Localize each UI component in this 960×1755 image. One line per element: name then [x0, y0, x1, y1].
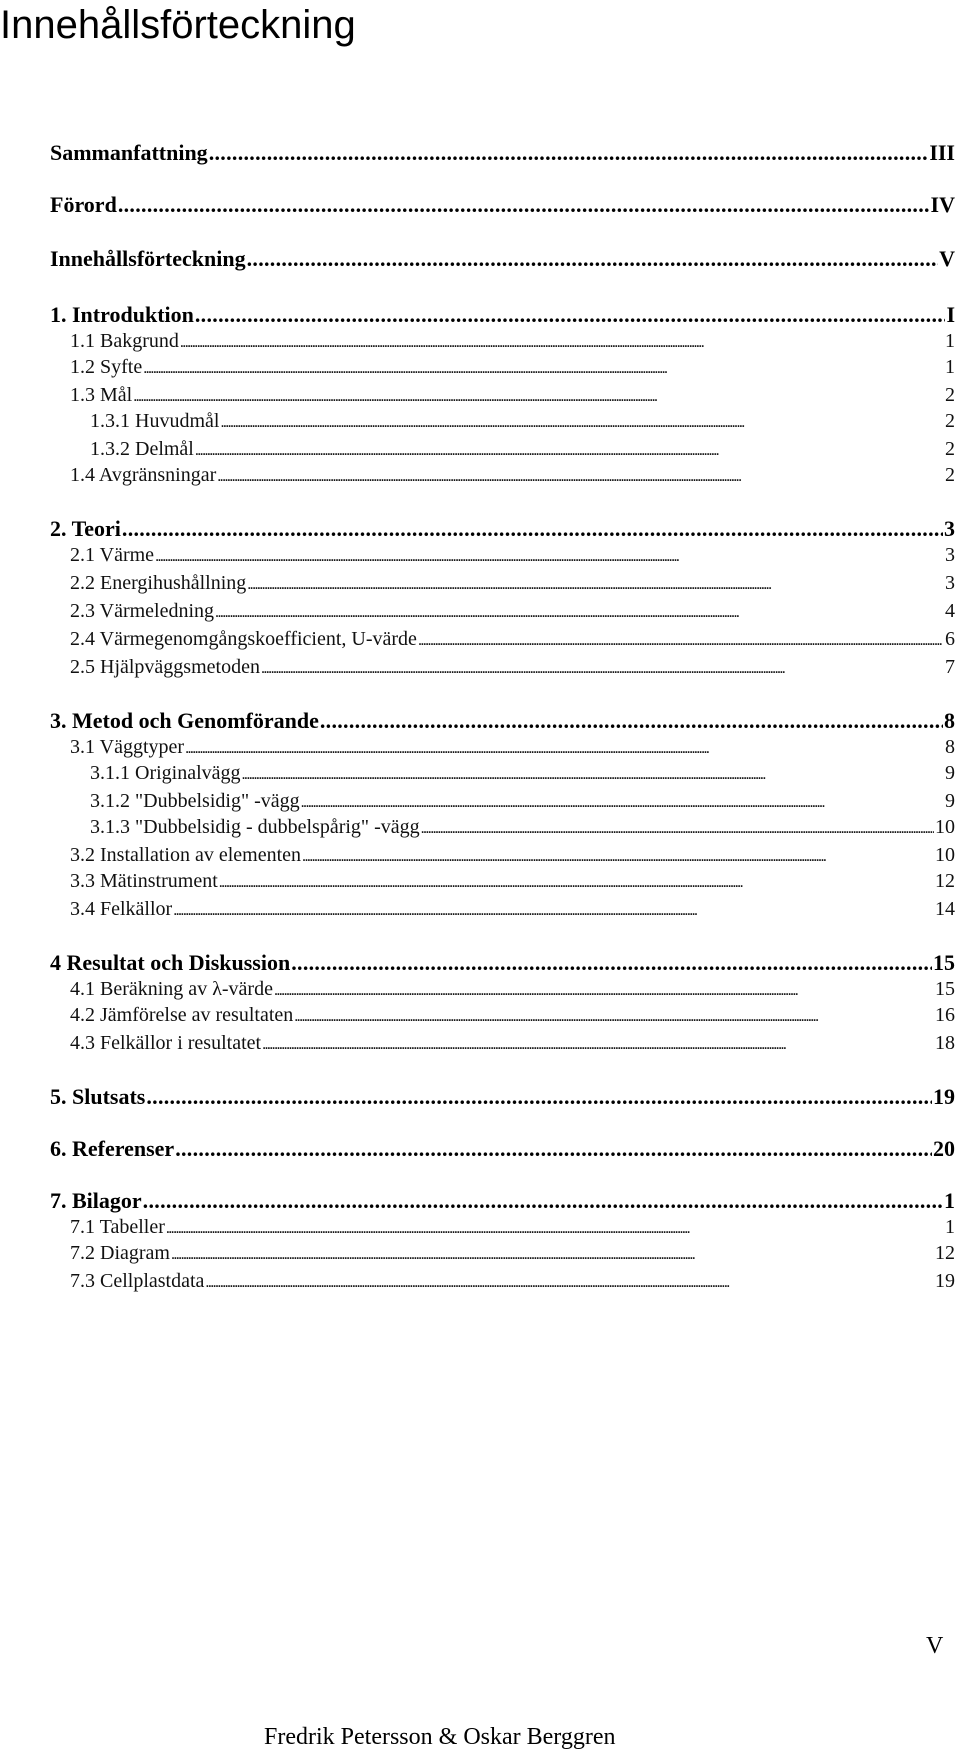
toc-entry-label: 1.3.2 Delmål	[90, 438, 194, 460]
toc-entry-page: 8	[945, 736, 955, 758]
toc-entry-page: 15	[933, 950, 955, 975]
toc-entry[interactable]	[50, 1136, 955, 1162]
toc-entry-page: 2	[945, 464, 955, 486]
toc-dot-leader	[261, 656, 944, 679]
toc-entry-label: 2.1 Värme	[70, 544, 155, 566]
toc-entry-page: 16	[935, 1004, 955, 1026]
toc-entry-label: 4.2 Jämförelse av resultaten	[70, 1004, 294, 1026]
toc-entry[interactable]	[50, 950, 955, 976]
toc-entry-label: 3.1.2 "Dubbelsidig" -vägg	[90, 790, 300, 812]
toc-dot-leader	[220, 410, 944, 433]
toc-entry-label: Förord	[50, 192, 117, 217]
toc-dot-leader	[195, 438, 944, 461]
toc-entry-label: Innehållsförteckning	[50, 246, 246, 271]
toc-dot-leader	[215, 600, 944, 623]
toc-dot-leader	[205, 1270, 934, 1293]
toc-dot-leader	[274, 978, 934, 1001]
toc-entry[interactable]	[70, 1216, 955, 1239]
toc-dot-leader	[175, 1136, 932, 1162]
toc-entry-label: 2.2 Energihushållning	[70, 572, 247, 594]
toc-entry-page: 9	[945, 762, 955, 784]
toc-entry[interactable]	[90, 410, 955, 433]
toc-entry-page: V	[939, 246, 955, 271]
toc-entry[interactable]	[50, 192, 955, 218]
toc-dot-leader	[320, 708, 943, 734]
toc-entry[interactable]	[70, 844, 955, 867]
toc-dot-leader	[122, 516, 943, 542]
toc-dot-leader	[302, 844, 934, 867]
toc-entry-label: 3.4 Felkällor	[70, 898, 173, 920]
toc-entry[interactable]	[90, 438, 955, 461]
toc-entry[interactable]	[50, 140, 955, 166]
toc-entry[interactable]	[70, 898, 955, 921]
toc-entry[interactable]	[70, 600, 955, 623]
toc-dot-leader	[166, 1216, 944, 1239]
toc-dot-leader	[418, 628, 944, 651]
toc-dot-leader	[146, 1084, 932, 1110]
toc-entry-page: IV	[930, 192, 955, 217]
toc-entry[interactable]	[90, 790, 955, 813]
toc-dot-leader	[171, 1242, 934, 1265]
toc-entry[interactable]	[50, 516, 955, 542]
toc-entry[interactable]	[70, 572, 955, 595]
toc-entry-label: Sammanfattning	[50, 140, 208, 165]
footer-authors: Fredrik Petersson & Oskar Berggren	[264, 1724, 616, 1750]
toc-entry-label: 1. Introduktion	[50, 302, 194, 327]
toc-entry-page: 7	[945, 656, 955, 678]
toc-dot-leader	[291, 950, 932, 976]
page-number: V	[926, 1633, 944, 1659]
toc-entry-page: 1	[944, 1188, 955, 1213]
toc-entry-label: 7.3 Cellplastdata	[70, 1270, 205, 1292]
toc-dot-leader	[421, 816, 934, 839]
toc-dot-leader	[118, 192, 930, 218]
toc-entry-label: 6. Referenser	[50, 1136, 175, 1161]
toc-dot-leader	[185, 736, 944, 759]
toc-entry-page: 3	[945, 572, 955, 594]
toc-entry[interactable]	[70, 628, 955, 651]
toc-entry-label: 3.1.3 "Dubbelsidig - dubbelspårig" -vägg	[90, 816, 420, 838]
toc-entry-label: 4.3 Felkällor i resultatet	[70, 1032, 262, 1054]
toc-entry[interactable]	[70, 544, 955, 567]
toc-entry[interactable]	[70, 870, 955, 893]
toc-dot-leader	[180, 330, 944, 353]
toc-entry[interactable]	[90, 762, 955, 785]
toc-entry-page: 10	[935, 816, 955, 838]
toc-entry-label: 1.3.1 Huvudmål	[90, 410, 220, 432]
toc-entry[interactable]	[50, 246, 955, 272]
toc-entry-label: 2.4 Värmegenomgångskoefficient, U-värde	[70, 628, 417, 650]
toc-entry-page: I	[946, 302, 955, 327]
toc-entry[interactable]	[70, 656, 955, 679]
toc-entry-page: 8	[944, 708, 955, 733]
toc-entry-page: 2	[945, 438, 955, 460]
toc-entry-label: 5. Slutsats	[50, 1084, 146, 1109]
toc-entry-page: 3	[944, 516, 955, 541]
toc-entry[interactable]	[50, 1084, 955, 1110]
toc-entry-label: 4 Resultat och Diskussion	[50, 950, 291, 975]
toc-dot-leader	[155, 544, 944, 567]
toc-entry[interactable]	[70, 1004, 955, 1027]
toc-entry-page: 1	[945, 1216, 955, 1238]
toc-entry[interactable]	[70, 464, 955, 487]
toc-entry[interactable]	[70, 1242, 955, 1265]
toc-entry-page: 1	[945, 356, 955, 378]
toc-entry[interactable]	[50, 1188, 955, 1214]
toc-entry-label: 3. Metod och Genomförande	[50, 708, 319, 733]
toc-entry-label: 2.3 Värmeledning	[70, 600, 215, 622]
toc-dot-leader	[247, 572, 944, 595]
toc-entry-page: 9	[945, 790, 955, 812]
toc-entry-page: 19	[935, 1270, 955, 1292]
toc-entry-page: 19	[933, 1084, 955, 1109]
toc-dot-leader	[173, 898, 934, 921]
toc-dot-leader	[143, 1188, 943, 1214]
toc-dot-leader	[195, 302, 946, 328]
toc-dot-leader	[133, 384, 944, 407]
toc-entry[interactable]	[70, 330, 955, 353]
toc-entry-label: 3.3 Mätinstrument	[70, 870, 218, 892]
toc-dot-leader	[301, 790, 944, 813]
toc-entry-page: 10	[935, 844, 955, 866]
toc-entry[interactable]	[70, 978, 955, 1001]
toc-entry-label: 3.1 Väggtyper	[70, 736, 185, 758]
toc-entry-page: 4	[945, 600, 955, 622]
toc-entry-label: 3.1.1 Originalvägg	[90, 762, 241, 784]
toc-entry[interactable]	[70, 1032, 955, 1055]
toc-entry-page: 6	[945, 628, 955, 650]
toc-entry[interactable]	[90, 816, 955, 839]
toc-entry[interactable]	[70, 356, 955, 379]
toc-dot-leader	[217, 464, 944, 487]
page-title: Innehållsförteckning	[0, 3, 356, 47]
toc-entry-page: 18	[935, 1032, 955, 1054]
toc-dot-leader	[242, 762, 944, 785]
toc-entry-page: III	[929, 140, 955, 165]
toc-entry-page: 20	[933, 1136, 955, 1161]
toc-dot-leader	[209, 140, 929, 166]
toc-entry-label: 7. Bilagor	[50, 1188, 142, 1213]
toc-entry-page: 3	[945, 544, 955, 566]
toc-entry-label: 3.2 Installation av elementen	[70, 844, 302, 866]
toc-entry-page: 12	[935, 1242, 955, 1264]
toc-entry-page: 1	[945, 330, 955, 352]
toc-dot-leader	[219, 870, 934, 893]
toc-dot-leader	[294, 1004, 934, 1027]
toc-entry-page: 12	[935, 870, 955, 892]
toc-dot-leader	[247, 246, 939, 272]
toc-entry[interactable]	[70, 384, 955, 407]
toc-entry[interactable]	[50, 708, 955, 734]
toc-entry-label: 1.2 Syfte	[70, 356, 143, 378]
toc-entry-label: 1.1 Bakgrund	[70, 330, 179, 352]
toc-entry-page: 15	[935, 978, 955, 1000]
toc-entry-page: 2	[945, 384, 955, 406]
toc-entry[interactable]	[70, 736, 955, 759]
toc-entry[interactable]	[70, 1270, 955, 1293]
toc-entry[interactable]	[50, 302, 955, 328]
toc-entry-label: 2.5 Hjälpväggsmetoden	[70, 656, 260, 678]
toc-entry-label: 2. Teori	[50, 516, 121, 541]
toc-entry-label: 4.1 Beräkning av λ-värde	[70, 978, 273, 1000]
toc-dot-leader	[262, 1032, 934, 1055]
toc-entry-label: 1.3 Mål	[70, 384, 133, 406]
toc-entry-page: 14	[935, 898, 955, 920]
toc-entry-label: 1.4 Avgränsningar	[70, 464, 217, 486]
toc-entry-label: 7.1 Tabeller	[70, 1216, 165, 1238]
toc-entry-page: 2	[945, 410, 955, 432]
toc-dot-leader	[143, 356, 944, 379]
toc-entry-label: 7.2 Diagram	[70, 1242, 170, 1264]
